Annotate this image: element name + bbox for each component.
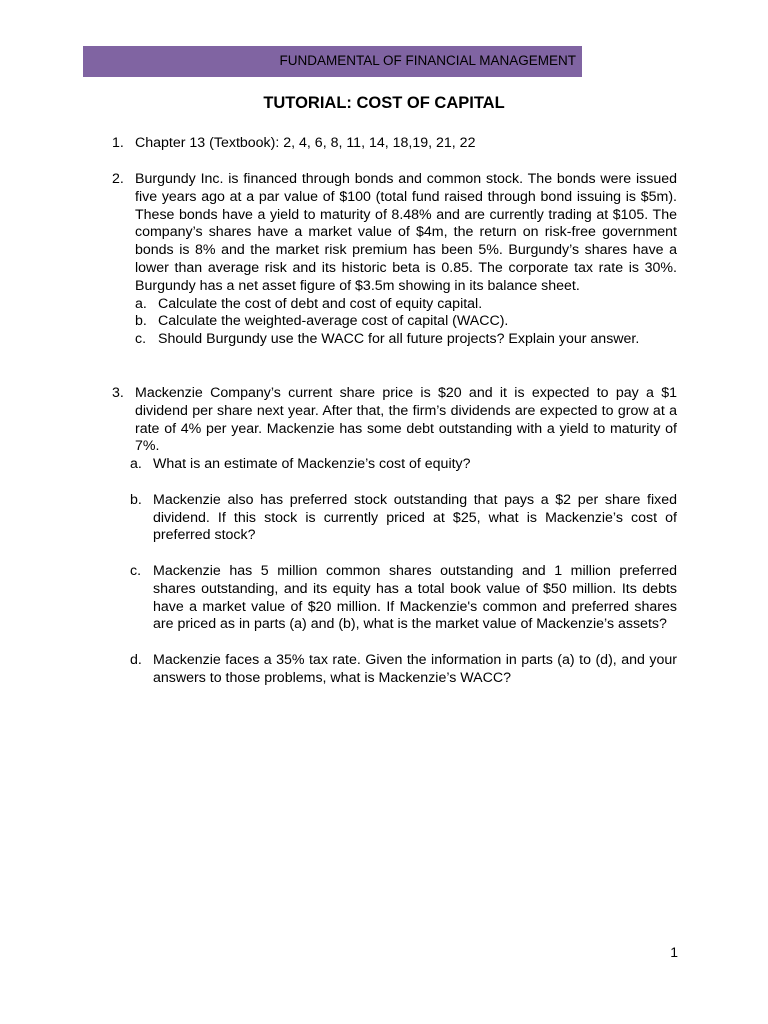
question-3 xyxy=(112,385,677,688)
part-letter: d. xyxy=(130,651,142,668)
question-2 xyxy=(112,171,677,349)
part-letter: a. xyxy=(130,456,142,473)
question-number: 2. xyxy=(112,171,124,187)
part-text: Mackenzie faces a 35% tax rate. Given the information in parts (a) to (d), and your answers to those problems, what is Mackenzie’s WACC? xyxy=(153,651,677,686)
question-text: Chapter 13 (Textbook): 2, 4, 6, 8, 11, 14, 18,19, 21, 22 xyxy=(135,135,476,151)
course-title: FUNDAMENTAL OF FINANCIAL MANAGEMENT xyxy=(279,53,576,68)
part-text: Calculate the cost of debt and cost of equity capital. xyxy=(158,295,483,312)
page-title: TUTORIAL: COST OF CAPITAL xyxy=(263,94,505,112)
question-1 xyxy=(112,135,677,153)
list-item xyxy=(130,492,677,545)
page-number: 1 xyxy=(670,944,678,960)
list-item xyxy=(135,296,677,314)
course-header-band xyxy=(83,46,582,77)
question-2-parts xyxy=(135,296,677,349)
list-item xyxy=(130,456,677,474)
part-letter: b. xyxy=(135,313,147,330)
question-text: Burgundy Inc. is financed through bonds and common stock. The bonds were issued five years ago at a par value of $100 (total fund raised through bond issuing is $5m). These bonds have a yield to maturity of 8.48% and are currently trading at $105. The company’s shares have a market value of $4m, the return on risk-free government bonds is 8% and the market risk premium has been 5%. Burgundy’s shares have a lower than average risk and its historic beta is 0.85. The corporate tax rate is 30%. Burgundy has a net asset figure of $3.5m showing in its balance sheet. xyxy=(135,171,677,294)
part-letter: a. xyxy=(135,295,147,312)
question-text: Mackenzie Company’s current share price is $20 and it is expected to pay a $1 dividend per share next year. After that, the firm’s dividends are expected to grow at a rate of 4% per year. Mackenzie has some debt outstanding with a yield to maturity of 7%. xyxy=(135,385,677,455)
part-letter: c. xyxy=(130,562,142,579)
question-number: 3. xyxy=(112,385,124,401)
part-letter: b. xyxy=(130,491,142,508)
spacer xyxy=(130,545,677,563)
question-3-parts xyxy=(130,456,677,687)
list-item xyxy=(130,563,677,634)
part-text: Should Burgundy use the WACC for all future projects? Explain your answer. xyxy=(158,331,640,348)
part-text: Calculate the weighted-average cost of capital (WACC). xyxy=(158,313,509,330)
spacer xyxy=(130,474,677,492)
list-item xyxy=(135,331,677,349)
list-item xyxy=(135,313,677,331)
question-number: 1. xyxy=(112,135,124,151)
part-text: Mackenzie also has preferred stock outstanding that pays a $2 per share fixed dividend. If this stock is currently priced at $25, what is Mackenzie’s cost of preferred stock? xyxy=(153,491,677,544)
part-letter: c. xyxy=(135,331,147,348)
list-item xyxy=(130,652,677,688)
part-text: Mackenzie has 5 million common shares outstanding and 1 million preferred shares outstanding, and its equity has a total book value of $50 million. Its debts have a market value of $20 million. If Mackenzie's common and preferred shares are priced as in parts (a) and (b), what is the market value of Mackenzie’s assets? xyxy=(153,562,677,633)
spacer xyxy=(130,634,677,652)
part-text: What is an estimate of Mackenzie’s cost of equity? xyxy=(153,456,471,473)
